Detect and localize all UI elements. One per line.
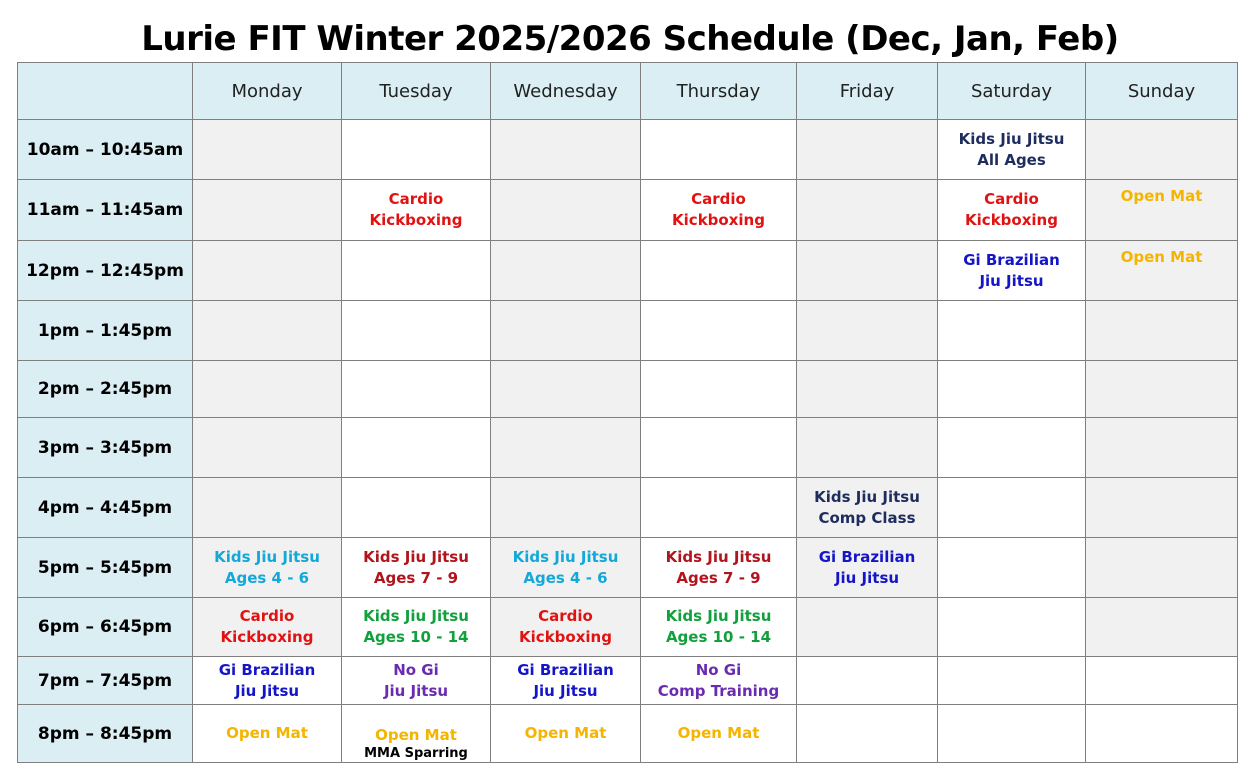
class-cell-wednesday xyxy=(491,598,641,657)
class-name-line: Jiu Jitsu xyxy=(533,681,598,700)
class-name-line: Kids Jiu Jitsu xyxy=(665,607,772,625)
time-slot-label: 5pm – 5:45pm xyxy=(18,538,193,598)
class-name-line: Gi Brazilian xyxy=(818,547,916,566)
schedule-cell-tuesday xyxy=(342,301,491,361)
time-slot-label: 12pm – 12:45pm xyxy=(18,241,193,301)
class-name-line: Kids Jiu Jitsu xyxy=(512,547,619,566)
schedule-cell-sunday xyxy=(1086,120,1238,180)
class-name-line: Cardio xyxy=(239,607,295,625)
class-name-line: Kickboxing xyxy=(672,211,765,229)
time-slot-label: 4pm – 4:45pm xyxy=(18,478,193,538)
class-name-line: Ages 7 - 9 xyxy=(676,568,761,587)
time-slot-label: 7pm – 7:45pm xyxy=(18,657,193,705)
class-name-line: Jiu Jitsu xyxy=(234,681,300,700)
schedule-cell-friday xyxy=(797,180,938,241)
schedule-cell-saturday xyxy=(938,705,1086,763)
schedule-cell-wednesday xyxy=(491,120,641,180)
class-name-line: Jiu Jitsu xyxy=(979,271,1044,290)
schedule-cell-monday xyxy=(193,120,342,180)
schedule-table xyxy=(17,62,1238,763)
schedule-cell-thursday xyxy=(641,241,797,301)
class-cell-saturday xyxy=(938,241,1086,301)
class-cell-tuesday xyxy=(342,657,491,705)
class-cell-sunday xyxy=(1086,241,1238,301)
time-slot-row xyxy=(18,478,1238,538)
class-cell-thursday xyxy=(641,180,797,241)
class-cell-tuesday xyxy=(342,180,491,241)
schedule-cell-tuesday xyxy=(342,120,491,180)
time-slot-row xyxy=(18,241,1238,301)
class-name-line: Kickboxing xyxy=(965,211,1058,229)
class-name-line: Kickboxing xyxy=(220,628,314,646)
schedule-cell-wednesday xyxy=(491,418,641,478)
class-name-line: Comp Training xyxy=(657,681,780,700)
schedule-cell-monday xyxy=(193,180,342,241)
class-name-line: Ages 7 - 9 xyxy=(373,568,459,587)
class-name-line: Kickboxing xyxy=(519,628,612,646)
class-name-line: All Ages xyxy=(977,150,1046,169)
class-cell-saturday xyxy=(938,120,1086,180)
schedule-cell-thursday xyxy=(641,418,797,478)
class-name-line: Jiu Jitsu xyxy=(383,681,449,700)
time-slot-row xyxy=(18,657,1238,705)
class-cell-friday xyxy=(797,478,938,538)
schedule-cell-wednesday xyxy=(491,361,641,418)
class-name-line: Kids Jiu Jitsu xyxy=(665,547,772,566)
schedule-cell-saturday xyxy=(938,657,1086,705)
class-name-line: Open Mat xyxy=(677,724,760,742)
schedule-cell-sunday xyxy=(1086,478,1238,538)
class-cell-sunday xyxy=(1086,180,1238,241)
schedule-cell-saturday xyxy=(938,301,1086,361)
class-name-line: Kids Jiu Jitsu xyxy=(363,547,469,566)
class-cell-thursday xyxy=(641,657,797,705)
class-name-line: Ages 10 - 14 xyxy=(665,628,772,646)
class-name-line: Ages 10 - 14 xyxy=(363,628,469,646)
schedule-cell-wednesday xyxy=(491,241,641,301)
schedule-cell-friday xyxy=(797,301,938,361)
class-cell-monday xyxy=(193,657,342,705)
schedule-cell-tuesday xyxy=(342,478,491,538)
class-cell-saturday xyxy=(938,180,1086,241)
schedule-cell-tuesday xyxy=(342,361,491,418)
class-cell-tuesday xyxy=(342,598,491,657)
schedule-cell-friday xyxy=(797,361,938,418)
class-name-line: Gi Brazilian xyxy=(218,660,316,679)
class-name-line: Kids Jiu Jitsu xyxy=(814,487,920,506)
schedule-cell-saturday xyxy=(938,361,1086,418)
schedule-cell-wednesday xyxy=(491,301,641,361)
schedule-cell-friday xyxy=(797,241,938,301)
time-slot-label: 3pm – 3:45pm xyxy=(18,418,193,478)
class-cell-tuesday xyxy=(342,538,491,598)
schedule-cell-thursday xyxy=(641,301,797,361)
class-name-line: Cardio xyxy=(984,190,1039,208)
time-slot-row xyxy=(18,361,1238,418)
day-header-friday: Friday xyxy=(797,63,938,120)
header-row xyxy=(18,63,1238,120)
schedule-cell-friday xyxy=(797,598,938,657)
class-cell-monday xyxy=(193,598,342,657)
class-name-line: Cardio xyxy=(388,190,444,208)
schedule-cell-thursday xyxy=(641,478,797,538)
schedule-cell-sunday xyxy=(1086,301,1238,361)
schedule-cell-saturday xyxy=(938,478,1086,538)
class-name-line: Cardio xyxy=(538,607,593,625)
class-name-line: Kids Jiu Jitsu xyxy=(958,129,1065,148)
time-slot-row xyxy=(18,301,1238,361)
class-name-line: Gi Brazilian xyxy=(517,660,614,679)
class-name-line: Ages 4 - 6 xyxy=(224,568,310,587)
schedule-cell-friday xyxy=(797,657,938,705)
day-header-saturday: Saturday xyxy=(938,63,1086,120)
schedule-cell-saturday xyxy=(938,538,1086,598)
schedule-cell-sunday xyxy=(1086,598,1238,657)
schedule-cell-friday xyxy=(797,418,938,478)
time-slot-row xyxy=(18,120,1238,180)
class-cell-wednesday xyxy=(491,705,641,763)
schedule-cell-wednesday xyxy=(491,180,641,241)
schedule-cell-saturday xyxy=(938,598,1086,657)
schedule-cell-saturday xyxy=(938,418,1086,478)
schedule-cell-sunday xyxy=(1086,538,1238,598)
schedule-cell-monday xyxy=(193,241,342,301)
day-header-thursday: Thursday xyxy=(641,63,797,120)
class-cell-monday xyxy=(193,538,342,598)
time-slot-label: 2pm – 2:45pm xyxy=(18,361,193,418)
time-slot-row xyxy=(18,418,1238,478)
time-slot-label: 8pm – 8:45pm xyxy=(18,705,193,763)
class-name-line: Open Mat xyxy=(1120,187,1203,205)
time-slot-row xyxy=(18,180,1238,241)
schedule-title: Lurie FIT Winter 2025/2026 Schedule (Dec, Jan, Feb) xyxy=(141,19,1119,59)
time-slot-label: 11am – 11:45am xyxy=(18,180,193,241)
day-header-wednesday: Wednesday xyxy=(491,63,641,120)
class-cell-friday xyxy=(797,538,938,598)
time-slot-row xyxy=(18,598,1238,657)
class-name-line: Ages 4 - 6 xyxy=(523,568,608,587)
class-cell-thursday xyxy=(641,538,797,598)
class-cell-wednesday xyxy=(491,657,641,705)
class-name-line: Kickboxing xyxy=(369,211,463,229)
class-name-line: Kids Jiu Jitsu xyxy=(214,547,320,566)
class-cell-wednesday xyxy=(491,538,641,598)
class-name-line: Open Mat xyxy=(226,724,308,742)
class-name-line: Gi Brazilian xyxy=(963,250,1060,269)
day-header-tuesday: Tuesday xyxy=(342,63,491,120)
schedule-cell-thursday xyxy=(641,120,797,180)
schedule-cell-monday xyxy=(193,418,342,478)
schedule-cell-sunday xyxy=(1086,705,1238,763)
class-name-line: Cardio xyxy=(691,190,746,208)
class-name-line: Open Mat xyxy=(524,724,607,742)
class-cell-monday xyxy=(193,705,342,763)
class-subtitle: MMA Sparring xyxy=(364,746,468,761)
class-name-line: Jiu Jitsu xyxy=(834,568,900,587)
class-name-line: Kids Jiu Jitsu xyxy=(363,607,469,625)
time-slot-row xyxy=(18,538,1238,598)
class-cell-tuesday xyxy=(342,705,491,763)
schedule-cell-thursday xyxy=(641,361,797,418)
schedule-cell-sunday xyxy=(1086,418,1238,478)
schedule-cell-friday xyxy=(797,120,938,180)
class-name-line: Comp Class xyxy=(818,508,916,527)
schedule-cell-monday xyxy=(193,361,342,418)
time-slot-label: 10am – 10:45am xyxy=(18,120,193,180)
class-name-line: No Gi xyxy=(393,660,439,679)
schedule-cell-wednesday xyxy=(491,478,641,538)
class-name-line: Open Mat xyxy=(375,726,457,744)
time-slot-label: 6pm – 6:45pm xyxy=(18,598,193,657)
schedule-cell-friday xyxy=(797,705,938,763)
day-header-monday: Monday xyxy=(193,63,342,120)
class-name-line: Open Mat xyxy=(1120,248,1203,266)
class-cell-thursday xyxy=(641,598,797,657)
schedule-cell-tuesday xyxy=(342,418,491,478)
schedule-cell-sunday xyxy=(1086,657,1238,705)
corner-cell xyxy=(18,63,193,120)
schedule-cell-monday xyxy=(193,301,342,361)
time-slot-row xyxy=(18,705,1238,763)
schedule-cell-monday xyxy=(193,478,342,538)
class-cell-thursday xyxy=(641,705,797,763)
schedule-cell-tuesday xyxy=(342,241,491,301)
schedule-cell-sunday xyxy=(1086,361,1238,418)
time-slot-label: 1pm – 1:45pm xyxy=(18,301,193,361)
class-name-line: No Gi xyxy=(695,660,742,679)
day-header-sunday: Sunday xyxy=(1086,63,1238,120)
